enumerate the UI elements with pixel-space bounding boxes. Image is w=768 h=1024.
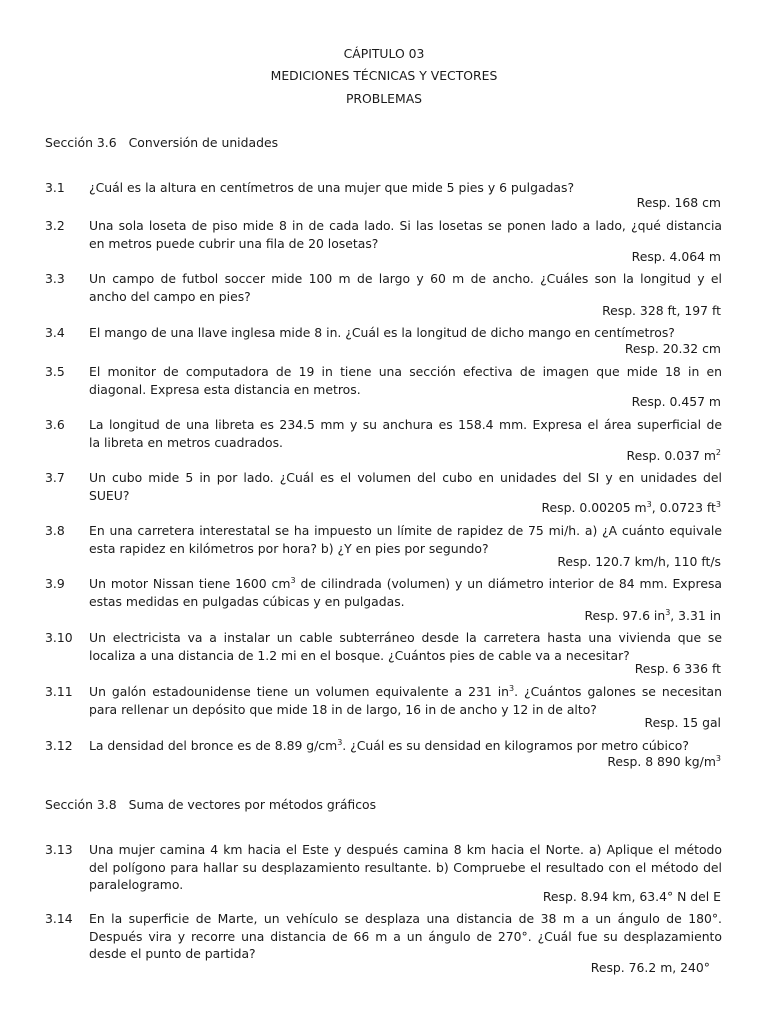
problems-heading: PROBLEMAS xyxy=(345,91,423,106)
problem-number: 3.5 xyxy=(45,364,65,379)
answer-text: Resp. 0.00205 m xyxy=(541,500,647,515)
problem-line: Un cubo mide 5 in por lado. ¿Cuál es el volumen del cubo en unidades del SI y en unidades del xyxy=(89,470,722,485)
chapter-heading: CÁPITULO 03 xyxy=(343,46,425,61)
line-part: Un galón estadounidense tiene un volumen equivalente a 231 in xyxy=(89,684,510,699)
problem-text xyxy=(89,683,722,718)
line-part: . ¿Cuántos galones se necesitan xyxy=(514,684,722,699)
problem-number: 3.2 xyxy=(45,218,65,233)
exponent: 3 xyxy=(337,738,343,747)
exponent: 3 xyxy=(290,576,296,585)
line-part: . ¿Cuál es su densidad en kilogramos por metro cúbico? xyxy=(342,738,689,753)
problem-text xyxy=(89,363,722,398)
problem-number: 3.1 xyxy=(45,180,65,195)
problem-text xyxy=(89,575,722,610)
exponent: 3 xyxy=(715,754,721,763)
line-part: de cilindrada (volumen) y un diámetro interior de 84 mm. Expresa xyxy=(295,576,722,591)
answer: Resp. 328 ft, 197 ft xyxy=(602,303,721,318)
exponent: 3 xyxy=(715,500,721,509)
problem-text xyxy=(89,522,722,557)
problem-line: Un campo de futbol soccer mide 100 m de largo y 60 m de ancho. ¿Cuáles son la longitud y el xyxy=(89,271,722,286)
problem-text xyxy=(89,179,722,197)
problem-line: El monitor de computadora de 19 in tiene una sección efectiva de imagen que mide 18 in en xyxy=(89,364,722,379)
problem-line: en metros puede cubrir una fila de 20 losetas? xyxy=(89,235,379,251)
problem-number: 3.10 xyxy=(45,630,73,645)
exponent: 2 xyxy=(715,448,721,457)
problem-number: 3.8 xyxy=(45,523,65,538)
problem-text xyxy=(89,629,722,664)
problem-line: En la superficie de Marte, un vehículo se desplaza una distancia de 38 m a un ángulo de 180°. xyxy=(89,911,722,926)
answer: Resp. 76.2 m, 240° xyxy=(590,960,710,975)
problem-number: 3.6 xyxy=(45,417,65,432)
problem-line: ¿Cuál es la altura en centímetros de una mujer que mide 5 pies y 6 pulgadas? xyxy=(89,180,575,195)
problem-line xyxy=(89,737,722,755)
answer: Resp. 8.94 km, 63.4° N del E xyxy=(542,889,721,904)
answer: Resp. 120.7 km/h, 110 ft/s xyxy=(557,554,721,569)
section-number: Sección 3.6 xyxy=(45,135,117,150)
problem-line: localiza a una distancia de 1.2 mi en el bosque. ¿Cuántos pies de cable va a necesitar? xyxy=(89,647,630,663)
problem-line: Después vira y recorre una distancia de 66 m a un ángulo de 270°. ¿Cuál fue su desplazamiento xyxy=(89,928,722,944)
problem-line: El mango de una llave inglesa mide 8 in. ¿Cuál es la longitud de dicho mango en centímetros? xyxy=(89,325,675,340)
problem-text xyxy=(89,270,722,305)
problem-line: Un electricista va a instalar un cable subterráneo desde la carretera hasta una vivienda que se xyxy=(89,630,722,645)
problem-number: 3.9 xyxy=(45,576,65,591)
answer-text: Resp. 97.6 in xyxy=(584,608,666,623)
problem-line xyxy=(89,683,722,701)
problem-line: Una mujer camina 4 km hacia el Este y después camina 8 km hacia el Norte. a) Aplique el método xyxy=(89,842,722,857)
problem-line: SUEU? xyxy=(89,487,130,503)
exponent: 3 xyxy=(509,684,515,693)
problem-line xyxy=(89,575,722,593)
problem-line: paralelogramo. xyxy=(89,877,184,892)
problem-text xyxy=(89,469,722,504)
answer xyxy=(542,500,722,516)
section-title: Suma de vectores por métodos gráficos xyxy=(128,797,377,812)
answer: Resp. 4.064 m xyxy=(631,249,721,264)
problem-line: La longitud de una libreta es 234.5 mm y su anchura es 158.4 mm. Expresa el área superficial de xyxy=(89,417,722,432)
problem-text xyxy=(89,841,722,894)
problem-line: desde el punto de partida? xyxy=(89,946,256,961)
answer-text: , 3.31 in xyxy=(670,608,721,623)
section-heading-3-8 xyxy=(45,797,376,813)
answer: Resp. 168 cm xyxy=(636,195,721,210)
answer: Resp. 6 336 ft xyxy=(634,661,721,676)
problem-number: 3.4 xyxy=(45,325,65,340)
problem-line: esta rapidez en kilómetros por hora? b) ¿Y en pies por segundo? xyxy=(89,540,489,556)
problem-text xyxy=(89,416,722,451)
answer-text: Resp. 8 890 kg/m xyxy=(607,754,716,769)
answer: Resp. 20.32 cm xyxy=(624,341,721,356)
section-number: Sección 3.8 xyxy=(45,797,117,812)
answer xyxy=(627,448,721,464)
section-title: Conversión de unidades xyxy=(128,135,279,150)
exponent: 3 xyxy=(646,500,652,509)
section-heading-3-6 xyxy=(45,135,278,151)
problem-line: del polígono para hallar su desplazamiento resultante. b) Compruebe el resultado con el método del xyxy=(89,859,722,875)
problem-text xyxy=(89,737,722,755)
problem-number: 3.13 xyxy=(45,842,73,857)
problem-text xyxy=(89,910,722,963)
problem-line: Una sola loseta de piso mide 8 in de cada lado. Si las losetas se ponen lado a lado, ¿qué distancia xyxy=(89,218,722,233)
line-part: La densidad del bronce es de 8.89 g/cm xyxy=(89,738,338,753)
answer-text: , 0.0723 ft xyxy=(651,500,716,515)
answer xyxy=(607,754,721,770)
answer: Resp. 0.457 m xyxy=(631,394,721,409)
problem-line: ancho del campo en pies? xyxy=(89,288,251,304)
problem-number: 3.11 xyxy=(45,684,73,699)
problem-text xyxy=(89,324,722,342)
answer: Resp. 15 gal xyxy=(644,715,721,730)
problem-line: En una carretera interestatal se ha impuesto un límite de rapidez de 75 mi/h. a) ¿A cuánto equivale xyxy=(89,523,722,538)
problem-line: diagonal. Expresa esta distancia en metros. xyxy=(89,381,361,397)
problem-line: para rellenar un depósito que mide 18 in de largo, 16 in de ancho y 12 in de alto? xyxy=(89,701,597,717)
problem-number: 3.3 xyxy=(45,271,65,286)
problem-number: 3.14 xyxy=(45,911,73,926)
line-part: Un motor Nissan tiene 1600 cm xyxy=(89,576,291,591)
answer xyxy=(585,608,722,624)
problem-line: estas medidas en pulgadas cúbicas y en pulgadas. xyxy=(89,593,405,609)
problem-line: la libreta en metros cuadrados. xyxy=(89,434,283,450)
problem-text xyxy=(89,217,722,252)
problem-number: 3.7 xyxy=(45,470,65,485)
problem-number: 3.12 xyxy=(45,738,73,753)
exponent: 3 xyxy=(665,608,671,617)
answer-text: Resp. 0.037 m xyxy=(626,448,716,463)
chapter-title: MEDICIONES TÉCNICAS Y VECTORES xyxy=(270,68,498,83)
